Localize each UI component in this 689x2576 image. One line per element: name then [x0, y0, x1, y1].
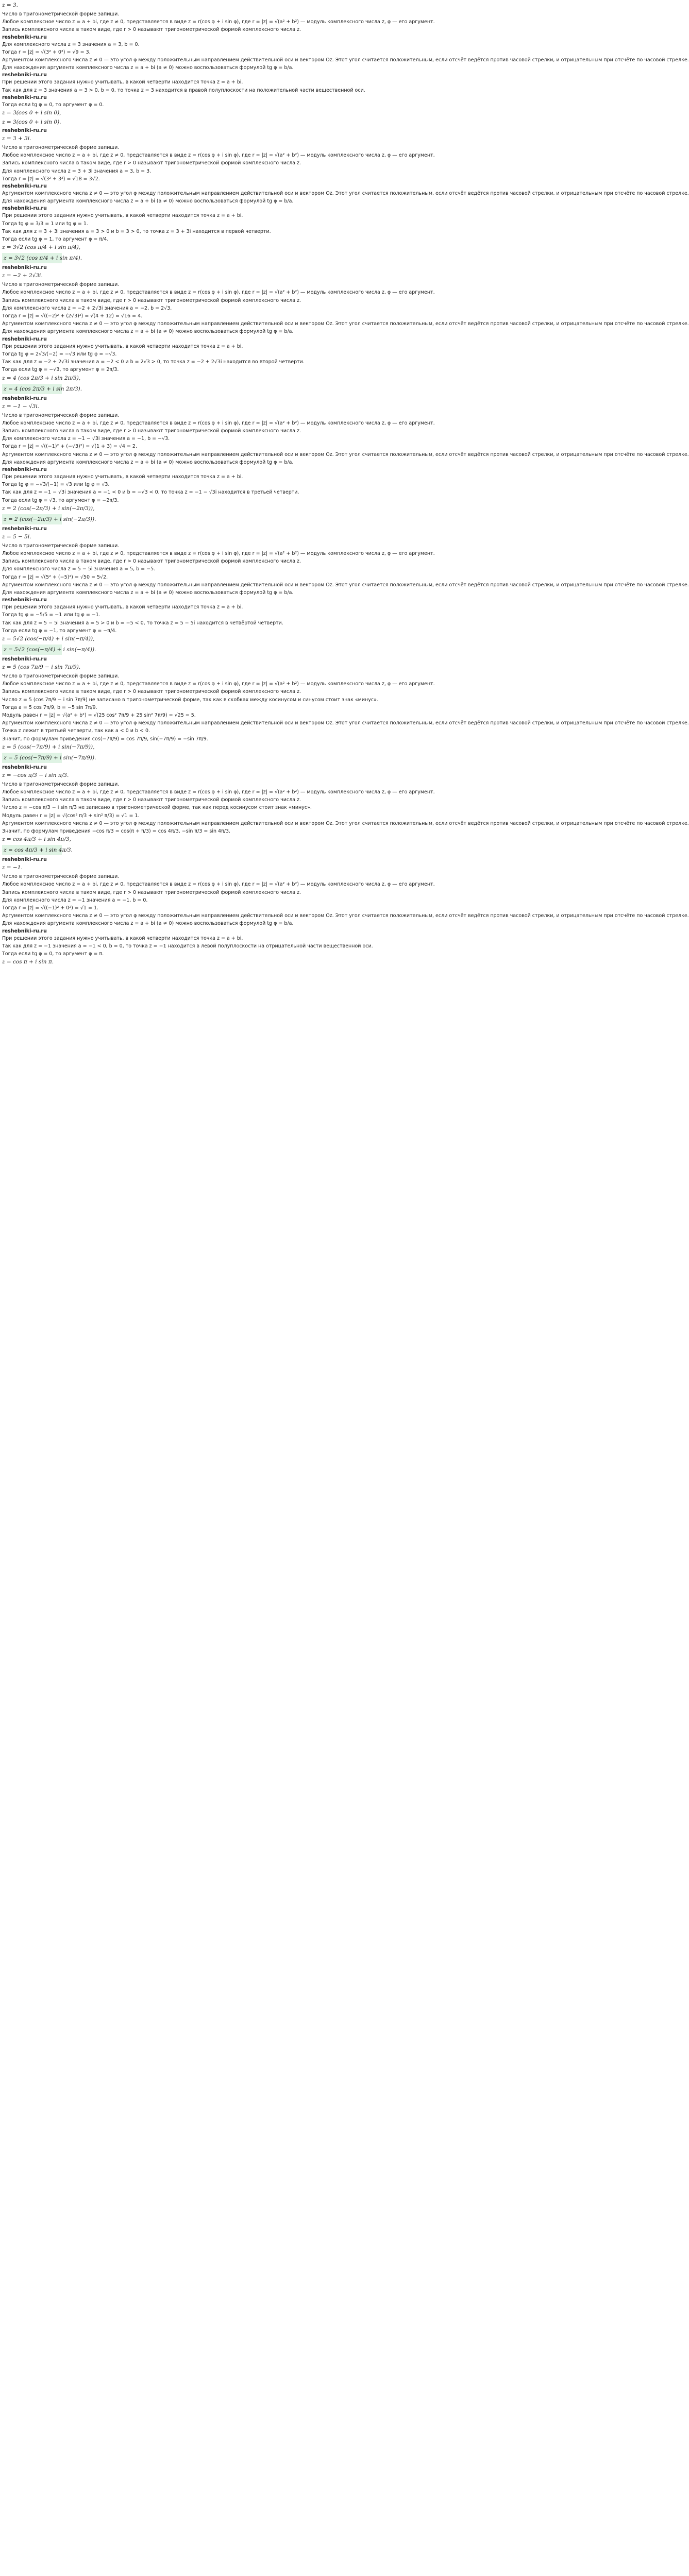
text-line: Аргументом комплексного числа z ≠ 0 — это угол φ между положительным направлением действительной оси и вектором Oz. Этот угол считается положительным, если отсчёт ведётся против часовой стрелки, и отрицательным при отсчёте по часовой стрелке.	[2, 913, 689, 919]
text-line: Для комплексного числа z = 3 значения a = 3, b = 0.	[2, 41, 140, 47]
text-line: Точка z лежит в третьей четверти, так как a < 0 и b < 0.	[2, 728, 150, 734]
text-line: При решении этого задания нужно учитывать, в какой четверти находится точка z = a + bi.	[2, 604, 243, 611]
watermark: reshebniki-ru.ru	[2, 206, 47, 212]
text-line: Для нахождения аргумента комплексного числа z = a + bi (a ≠ 0) можно воспользоваться формулой tg φ = b/a.	[2, 329, 294, 335]
text-line: Для комплексного числа z = 5 − 5i значения a = 5, b = −5.	[2, 566, 156, 572]
text-line: Любое комплексное число z = a + bi, где z ≠ 0, представляется в виде z = r(cos φ + i sin φ), где r = |z| = √(a² + b²) — модуль комплексного числа z, φ — его аргумент.	[2, 152, 435, 159]
formula-line: z = 5 (cos(−7π/9) + i sin(−7π/9)),	[2, 743, 95, 750]
watermark: reshebniki-ru.ru	[2, 72, 47, 78]
text-line: Любое комплексное число z = a + bi, где z ≠ 0, представляется в виде z = r(cos φ + i sin φ), где r = |z| = √(a² + b²) — модуль комплексного числа z, φ — его аргумент.	[2, 681, 435, 687]
text-line: Запись комплексного числа в таком виде, где r > 0 называют тригонометрической формой комплексного числа z.	[2, 797, 301, 803]
text-line: При решении этого задания нужно учитывать, в какой четверти находится точка z = a + bi.	[2, 935, 243, 941]
watermark: reshebniki-ru.ru	[2, 336, 47, 342]
watermark: reshebniki-ru.ru	[2, 395, 47, 401]
watermark: reshebniki-ru.ru	[2, 34, 47, 40]
text-line: Так как для z = −1 − √3i значения a = −1 < 0 и b = −√3 < 0, то точка z = −1 − √3i находится в третьей четверти.	[2, 489, 299, 496]
text-line: Модуль равен r = |z| = √(cos² π/3 + sin² π/3) = √1 = 1.	[2, 812, 140, 819]
text-line: Аргументом комплексного числа z ≠ 0 — это угол φ между положительным направлением действительной оси и вектором Oz. Этот угол считается положительным, если отсчёт ведётся против часовой стрелки, и отрицательным при отсчёте по часовой стрелке.	[2, 720, 689, 726]
text-line: Тогда tg φ = 2√3/(−2) = −√3 или tg φ = −√3.	[2, 351, 117, 357]
text-line: Аргументом комплексного числа z ≠ 0 — это угол φ между положительным направлением действительной оси и вектором Oz. Этот угол считается положительным, если отсчёт ведётся против часовой стрелки, и отрицательным при отсчёте по часовой стрелке.	[2, 820, 689, 826]
text-line: Тогда r = |z| = √(5² + (−5)²) = √50 = 5√2.	[2, 574, 108, 580]
text-line: Запись комплексного числа в таком виде, где r > 0 называют тригонометрической формой комплексного числа z.	[2, 27, 301, 33]
text-line: Аргументом комплексного числа z ≠ 0 — это угол φ между положительным направлением действительной оси и вектором Oz. Этот угол считается положительным, если отсчёт ведётся против часовой стрелки, и отрицательным при отсчёте по часовой стрелке.	[2, 582, 689, 588]
text-line: Любое комплексное число z = a + bi, где z ≠ 0, представляется в виде z = r(cos φ + i sin φ), где r = |z| = √(a² + b²) — модуль комплексного числа z, φ — его аргумент.	[2, 420, 435, 426]
text-line: Число в тригонометрической форме запиши.	[2, 543, 120, 549]
text-line: Аргументом комплексного числа z ≠ 0 — это угол φ между положительным направлением действительной оси и вектором Oz. Этот угол считается положительным, если отсчёт ведётся против часовой стрелки, и отрицательным при отсчёте по часовой стрелке.	[2, 451, 689, 457]
text-line: Любое комплексное число z = a + bi, где z ≠ 0, представляется в виде z = r(cos φ + i sin φ), где r = |z| = √(a² + b²) — модуль комплексного числа z, φ — его аргумент.	[2, 19, 435, 25]
text-line: При решении этого задания нужно учитывать, в какой четверти находится точка z = a + bi.	[2, 213, 243, 219]
text-line: Тогда r = |z| = √((−1)² + 0²) = √1 = 1.	[2, 905, 99, 911]
watermark: reshebniki-ru.ru	[2, 526, 47, 532]
text-line: Тогда если tg φ = 1, то аргумент φ = π/4.	[2, 236, 109, 243]
formula-line: z = 2 (cos(−2π/3) + i sin(−2π/3)),	[2, 505, 95, 512]
text-line: Для комплексного числа z = 3 + 3i значения a = 3, b = 3.	[2, 168, 152, 174]
text-line: Число в тригонометрической форме запиши.	[2, 781, 120, 787]
text-line: Аргументом комплексного числа z ≠ 0 — это угол φ между положительным направлением действительной оси и вектором Oz. Этот угол считается положительным, если отсчёт ведётся против часовой стрелки, и отрицательным при отсчёте по часовой стрелке.	[2, 191, 689, 197]
text-line: Для нахождения аргумента комплексного числа z = a + bi (a ≠ 0) можно воспользоваться формулой tg φ = b/a.	[2, 198, 294, 205]
text-line: Любое комплексное число z = a + bi, где z ≠ 0, представляется в виде z = r(cos φ + i sin φ), где r = |z| = √(a² + b²) — модуль комплексного числа z, φ — его аргумент.	[2, 290, 435, 296]
text-line: Запись комплексного числа в таком виде, где r > 0 называют тригонометрической формой комплексного числа z.	[2, 428, 301, 434]
text-line: Для нахождения аргумента комплексного числа z = a + bi (a ≠ 0) можно воспользоваться формулой tg φ = b/a.	[2, 65, 294, 71]
text-line: Модуль равен r = |z| = √(a² + b²) = √(25 cos² 7π/9 + 25 sin² 7π/9) = √25 = 5.	[2, 712, 196, 718]
text-line: Число в тригонометрической форме запиши.	[2, 282, 120, 288]
text-line: Для комплексного числа z = −1 − √3i значения a = −1, b = −√3.	[2, 436, 170, 442]
text-line: Число z = −cos π/3 − i sin π/3 не записано в тригонометрической форме, так как перед косинусом стоит знак «минус».	[2, 805, 312, 811]
text-line: Так как для z = 3 + 3i значения a = 3 > 0 и b = 3 > 0, то точка z = 3 + 3i находится в первой четверти.	[2, 228, 271, 234]
answer-highlight: z = 5 (cos(−7π/9) + i sin(−7π/9)).	[2, 753, 62, 763]
text-line: Так как для z = 3 значения a = 3 > 0, b = 0, то точка z = 3 находится в правой полуплоскости на положительной части вещественной оси.	[2, 87, 365, 93]
watermark: reshebniki-ru.ru	[2, 183, 47, 190]
formula-line: z = 5 (cos 7π/9 − i sin 7π/9).	[2, 664, 81, 670]
text-line: Тогда r = |z| = √(3² + 3²) = √18 = 3√2.	[2, 176, 100, 182]
formula-line: z = 3.	[2, 2, 19, 8]
text-line: Тогда если tg φ = −1, то аргумент φ = −π/4.	[2, 628, 117, 634]
text-line: Аргументом комплексного числа z ≠ 0 — это угол φ между положительным направлением действительной оси и вектором Oz. Этот угол считается положительным, если отсчёт ведётся против часовой стрелки, и отрицательным при отсчёте по часовой стрелке.	[2, 321, 689, 327]
text-line: Так как для z = 5 − 5i значения a = 5 > 0 и b = −5 < 0, то точка z = 5 − 5i находится в четвёртой четверти.	[2, 620, 283, 626]
text-line: Тогда если tg φ = 0, то аргумент φ = 0.	[2, 101, 104, 108]
answer-highlight: z = 3√2 (cos π/4 + i sin π/4).	[2, 253, 62, 263]
formula-line: z = −cos π/3 − i sin π/3.	[2, 772, 69, 778]
watermark: reshebniki-ru.ru	[2, 857, 47, 863]
text-line: Тогда tg φ = −5/5 = −1 или tg φ = −1.	[2, 612, 100, 618]
text-line: Для комплексного числа z = −1 значения a = −1, b = 0.	[2, 897, 148, 903]
text-line: Число в тригонометрической форме запиши.	[2, 11, 120, 17]
formula-line: z = 3(cos 0 + i sin 0).	[2, 119, 61, 126]
text-line: Запись комплексного числа в таком виде, где r > 0 называют тригонометрической формой комплексного числа z.	[2, 160, 301, 166]
text-line: Число в тригонометрической форме запиши.	[2, 874, 120, 880]
text-line: Тогда tg φ = −√3/(−1) = √3 или tg φ = √3.	[2, 482, 110, 488]
watermark: reshebniki-ru.ru	[2, 466, 47, 472]
answer-highlight: z = 5√2 (cos(−π/4) + i sin(−π/4)).	[2, 645, 62, 655]
watermark: reshebniki-ru.ru	[2, 928, 47, 934]
watermark: reshebniki-ru.ru	[2, 764, 47, 770]
formula-line: z = 4 (cos 2π/3 + i sin 2π/3),	[2, 375, 81, 381]
formula-line: z = cos π + i sin π.	[2, 959, 54, 965]
text-line: Тогда r = |z| = √(3² + 0²) = √9 = 3.	[2, 49, 91, 55]
text-line: Любое комплексное число z = a + bi, где z ≠ 0, представляется в виде z = r(cos φ + i sin φ), где r = |z| = √(a² + b²) — модуль комплексного числа z, φ — его аргумент.	[2, 789, 435, 795]
text-line: Запись комплексного числа в таком виде, где r > 0 называют тригонометрической формой комплексного числа z.	[2, 889, 301, 895]
text-line: Число в тригонометрической форме запиши.	[2, 412, 120, 418]
watermark: reshebniki-ru.ru	[2, 94, 47, 100]
text-line: Для нахождения аргумента комплексного числа z = a + bi (a ≠ 0) можно воспользоваться формулой tg φ = b/a.	[2, 459, 294, 465]
text-line: Запись комплексного числа в таком виде, где r > 0 называют тригонометрической формой комплексного числа z.	[2, 558, 301, 565]
text-line: Тогда r = |z| = √((−2)² + (2√3)²) = √(4 + 12) = √16 = 4.	[2, 313, 143, 319]
formula-line: z = 5√2 (cos(−π/4) + i sin(−π/4)),	[2, 635, 95, 642]
text-line: Так как для z = −2 + 2√3i значения a = −2 < 0 и b = 2√3 > 0, то точка z = −2 + 2√3i находится во второй четверти.	[2, 359, 305, 365]
text-line: Для комплексного числа z = −2 + 2√3i значения a = −2, b = 2√3.	[2, 305, 172, 311]
formula-line: z = −1.	[2, 865, 23, 871]
text-line: Тогда если tg φ = 0, то аргумент φ = π.	[2, 951, 104, 957]
formula-line: z = −2 + 2√3i.	[2, 273, 43, 279]
formula-line: z = 5 − 5i.	[2, 533, 31, 540]
watermark: reshebniki-ru.ru	[2, 128, 47, 134]
text-line: Значит, по формулам приведения −cos π/3 = cos(π + π/3) = cos 4π/3, −sin π/3 = sin 4π/3.	[2, 828, 231, 835]
text-line: Запись комплексного числа в таком виде, где r > 0 называют тригонометрической формой комплексного числа z.	[2, 297, 301, 303]
text-line: Любое комплексное число z = a + bi, где z ≠ 0, представляется в виде z = r(cos φ + i sin φ), где r = |z| = √(a² + b²) — модуль комплексного числа z, φ — его аргумент.	[2, 550, 435, 556]
watermark: reshebniki-ru.ru	[2, 656, 47, 662]
text-line: Для нахождения аргумента комплексного числа z = a + bi (a ≠ 0) можно воспользоваться формулой tg φ = b/a.	[2, 589, 294, 596]
formula-line: z = 3(cos 0 + i sin 0),	[2, 110, 61, 116]
solution-content	[0, 0, 689, 966]
text-line: Значит, по формулам приведения cos(−7π/9) = cos 7π/9, sin(−7π/9) = −sin 7π/9.	[2, 736, 208, 742]
text-line: Число в тригонометрической форме запиши.	[2, 673, 120, 679]
text-line: Аргументом комплексного числа z ≠ 0 — это угол φ между положительным направлением действительной оси и вектором Oz. Этот угол считается положительным, если отсчёт ведётся против часовой стрелки, и отрицательным при отсчёте по часовой стрелке.	[2, 57, 689, 63]
answer-highlight: z = 2 (cos(−2π/3) + i sin(−2π/3)).	[2, 514, 62, 524]
text-line: Для нахождения аргумента комплексного числа z = a + bi (a ≠ 0) можно воспользоваться формулой tg φ = b/a.	[2, 921, 294, 927]
text-line: Число в тригонометрической форме запиши.	[2, 145, 120, 151]
text-line: При решении этого задания нужно учитывать, в какой четверти находится точка z = a + bi.	[2, 473, 243, 480]
text-line: При решении этого задания нужно учитывать, в какой четверти находится точка z = a + bi.	[2, 343, 243, 349]
text-line: Тогда r = |z| = √((−1)² + (−√3)²) = √(1 + 3) = √4 = 2.	[2, 444, 137, 450]
answer-highlight: z = 4 (cos 2π/3 + i sin 2π/3).	[2, 384, 62, 394]
answer-highlight: z = cos 4π/3 + i sin 4π/3.	[2, 845, 62, 855]
text-line: При решении этого задания нужно учитывать, в какой четверти находится точка z = a + bi.	[2, 79, 243, 86]
formula-line: z = 3 + 3i.	[2, 135, 31, 142]
text-line: Так как для z = −1 значения a = −1 < 0, b = 0, то точка z = −1 находится в левой полуплоскости на отрицательной части вещественной оси.	[2, 943, 373, 949]
watermark: reshebniki-ru.ru	[2, 265, 47, 271]
text-line: Любое комплексное число z = a + bi, где z ≠ 0, представляется в виде z = r(cos φ + i sin φ), где r = |z| = √(a² + b²) — модуль комплексного числа z, φ — его аргумент.	[2, 882, 435, 888]
text-line: Тогда если tg φ = −√3, то аргумент φ = 2π/3.	[2, 367, 119, 373]
text-line: Число z = 5 (cos 7π/9 − i sin 7π/9) не записано в тригонометрической форме, так как в скобках между косинусом и синусом стоит знак «минус».	[2, 697, 378, 703]
watermark: reshebniki-ru.ru	[2, 597, 47, 603]
formula-line: z = −1 − √3i.	[2, 403, 40, 410]
text-line: Тогда если tg φ = √3, то аргумент φ = −2π/3.	[2, 497, 119, 503]
text-line: Тогда a = 5 cos 7π/9, b = −5 sin 7π/9.	[2, 704, 97, 710]
formula-line: z = 3√2 (cos π/4 + i sin π/4),	[2, 244, 81, 251]
formula-line: z = cos 4π/3 + i sin 4π/3,	[2, 836, 71, 843]
text-line: Запись комплексного числа в таком виде, где r > 0 называют тригонометрической формой комплексного числа z.	[2, 689, 301, 695]
text-line: Тогда tg φ = 3/3 = 1 или tg φ = 1.	[2, 221, 88, 227]
